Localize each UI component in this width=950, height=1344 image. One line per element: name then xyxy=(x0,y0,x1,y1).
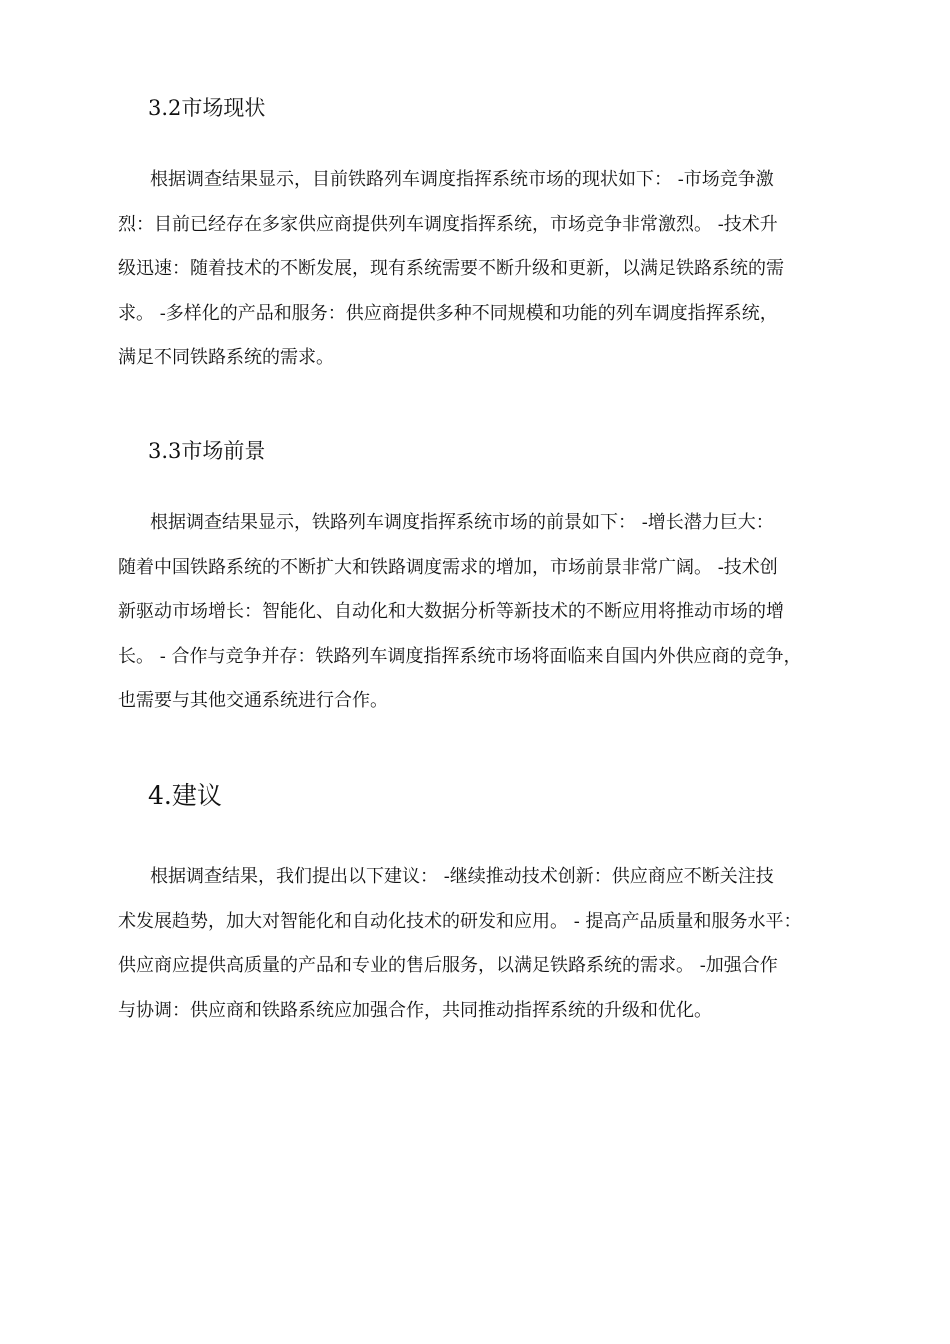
paragraph-line: 级迅速：随着技术的不断发展，现有系统需要不断升级和更新，以满足铁路系统的需 xyxy=(118,258,784,279)
paragraph-line: 根据调查结果显示，铁路列车调度指挥系统市场的前景如下： -增长潜力巨大： xyxy=(150,512,774,533)
paragraph-line: 烈：目前已经存在多家供应商提供列车调度指挥系统，市场竞争非常激烈。 -技术升 xyxy=(118,213,778,235)
paragraph-line: 供应商应提供高质量的产品和专业的售后服务，以满足铁路系统的需求。 -加强合作 xyxy=(118,955,778,976)
paragraph-line: 根据调查结果，我们提出以下建议： -继续推动技术创新：供应商应不断关注技 xyxy=(150,866,774,887)
paragraph-line: 长。 - 合作与竞争并存：铁路列车调度指挥系统市场将面临来自国内外供应商的竞争， xyxy=(118,645,802,667)
section-heading-3-3: 3.3市场前景 xyxy=(148,439,266,463)
paragraph-line: 也需要与其他交通系统进行合作。 xyxy=(118,690,388,711)
paragraph-line: 术发展趋势，加大对智能化和自动化技术的研发和应用。 - 提高产品质量和服务水平： xyxy=(118,910,802,932)
paragraph-line: 与协调：供应商和铁路系统应加强合作，共同推动指挥系统的升级和优化。 xyxy=(118,999,712,1021)
section-3-3-paragraph xyxy=(118,508,838,731)
paragraph-line: 随着中国铁路系统的不断扩大和铁路调度需求的增加，市场前景非常广阔。 -技术创 xyxy=(118,556,778,578)
section-3-2-paragraph xyxy=(118,165,838,388)
paragraph-line: 新驱动市场增长：智能化、自动化和大数据分析等新技术的不断应用将推动市场的增 xyxy=(118,601,784,622)
section-4-paragraph xyxy=(118,862,838,1040)
paragraph-line: 根据调查结果显示，目前铁路列车调度指挥系统市场的现状如下： -市场竞争激 xyxy=(150,169,774,190)
section-heading-3-2: 3.2市场现状 xyxy=(148,96,266,120)
paragraph-line: 求。 -多样化的产品和服务：供应商提供多种不同规模和功能的列车调度指挥系统， xyxy=(118,302,778,324)
section-heading-4: 4.建议 xyxy=(148,781,222,810)
paragraph-line: 满足不同铁路系统的需求。 xyxy=(118,347,334,368)
